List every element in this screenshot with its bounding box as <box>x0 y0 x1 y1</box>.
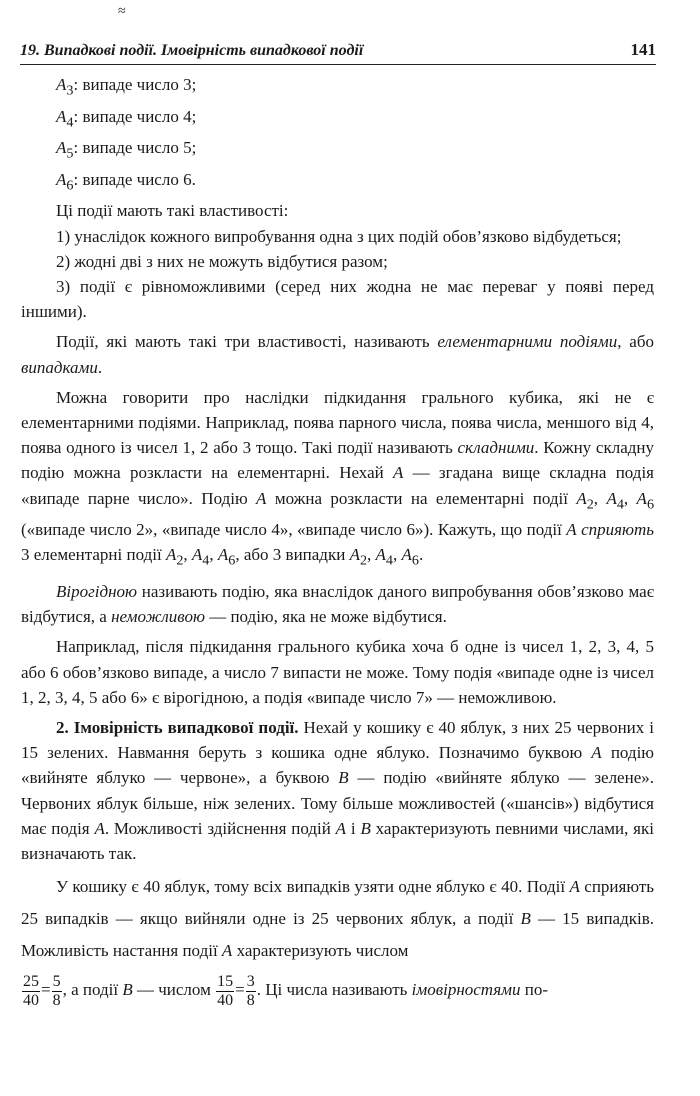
property-2: 2) жодні дві з них не можуть відбутися разом; <box>56 251 388 271</box>
event-a4: $A_4$: випаде число 4; <box>56 106 197 130</box>
example-paragraph: Наприклад, після підкидання грального кубика хоча б одне із чисел 1, 2, 3, 4, 5 або 6 обов’язково випаде, а число 7 випасти не може. Тому подія «випаде одне із чисел 1, 2, 3, 4, 5 або 6» є вірогідною, а подія «випаде число 7» — неможливою. <box>21 637 654 707</box>
elementary-events-definition: Події, які мають такі три властивості, називають елементарними подіями, або випадками. <box>21 332 654 377</box>
property-3: 3) події є рівноможливими (серед них жодна не має переваг у появі перед іншими). <box>21 276 654 322</box>
page-header <box>20 36 656 65</box>
complex-events-paragraph: Можна говорити про наслідки підкидання грального кубика, які не є елементарними подіями. Наприклад, поява парного числа, поява числа, меншого від 4, поява одного із чисел 1, 2 або 3 тощо. Такі події називають складними. Кожну складну подію можна розкласти на елементарні. Нехай A — згадана вище складна подія «випаде парне число». Подію A можна розкласти на елементарні події $A_2$, $A_4$, $A_6$ («випаде число 2», «випаде число 4», «випаде число 6»). Кажуть, що події A сприяють 3 елементарні події $A_2$, $A_4$, $A_6$, або 3 випадки $A_2$, $A_4$, $A_6$. <box>21 387 655 569</box>
section-2-paragraph: 2. Імовірність випадкової події. Нехай у кошику є 40 яблук, з них 25 червоних і 15 зелених. Навмання беруть з кошика одне яблуко. Позначимо буквою A подію «вийняте яблуко — червоне», а буквою B — подію «вийняте яблуко — зелене». Червоних яблук більше, ніж зелених. Тому більше можливостей («шансів») відбутися має подія A. Можливості здійснення подій A і B характеризують певними числами, які визначають так. <box>21 718 655 864</box>
fraction-25-40: $\frac{25}{40}$ <box>23 972 39 1009</box>
fraction-5-8: $\frac{5}{8}$ <box>52 972 61 1009</box>
event-a5: $A_5$: випаде число 5; <box>56 138 197 162</box>
probability-formulas: $\frac{25}{40}$ = $\frac{5}{8}$ , а події B — числом $\frac{15}{40}$ = $\frac{3}{8}$ . Ці числа називають імовірностями по- <box>23 972 549 1009</box>
property-1: 1) унаслідок кожного випробування одна з цих подій обов’язково відбудеться; <box>56 226 622 246</box>
running-head-title: 19. Випадкові події. Імовірність випадкової події <box>20 42 364 59</box>
fraction-3-8: $\frac{3}{8}$ <box>246 972 255 1009</box>
page-body <box>21 72 654 1013</box>
probability-computation: У кошику є 40 яблук, тому всіх випадків узяти одне яблуко є 40. Події A сприяють 25 випадків — якщо вийняли одне із 25 червоних яблук, а події B — 15 випадків. Можливість настання події A характеризують числом <box>21 877 655 961</box>
fraction-15-40: $\frac{15}{40}$ <box>217 972 234 1009</box>
page-number: 141 <box>630 40 656 59</box>
printer-mark: ≈ <box>118 4 126 19</box>
event-a3: $A_3$: випаде число 3; <box>56 75 197 99</box>
event-a6: $A_6$: випаде число 6. <box>56 169 196 194</box>
certain-impossible-definition: Вірогідною називають подію, яка внаслідок даного випробування обов’язково має відбутися, а неможливою — подію, яка не може відбутися. <box>21 582 654 627</box>
properties-intro: Ці події мають такі властивості: <box>56 201 289 221</box>
